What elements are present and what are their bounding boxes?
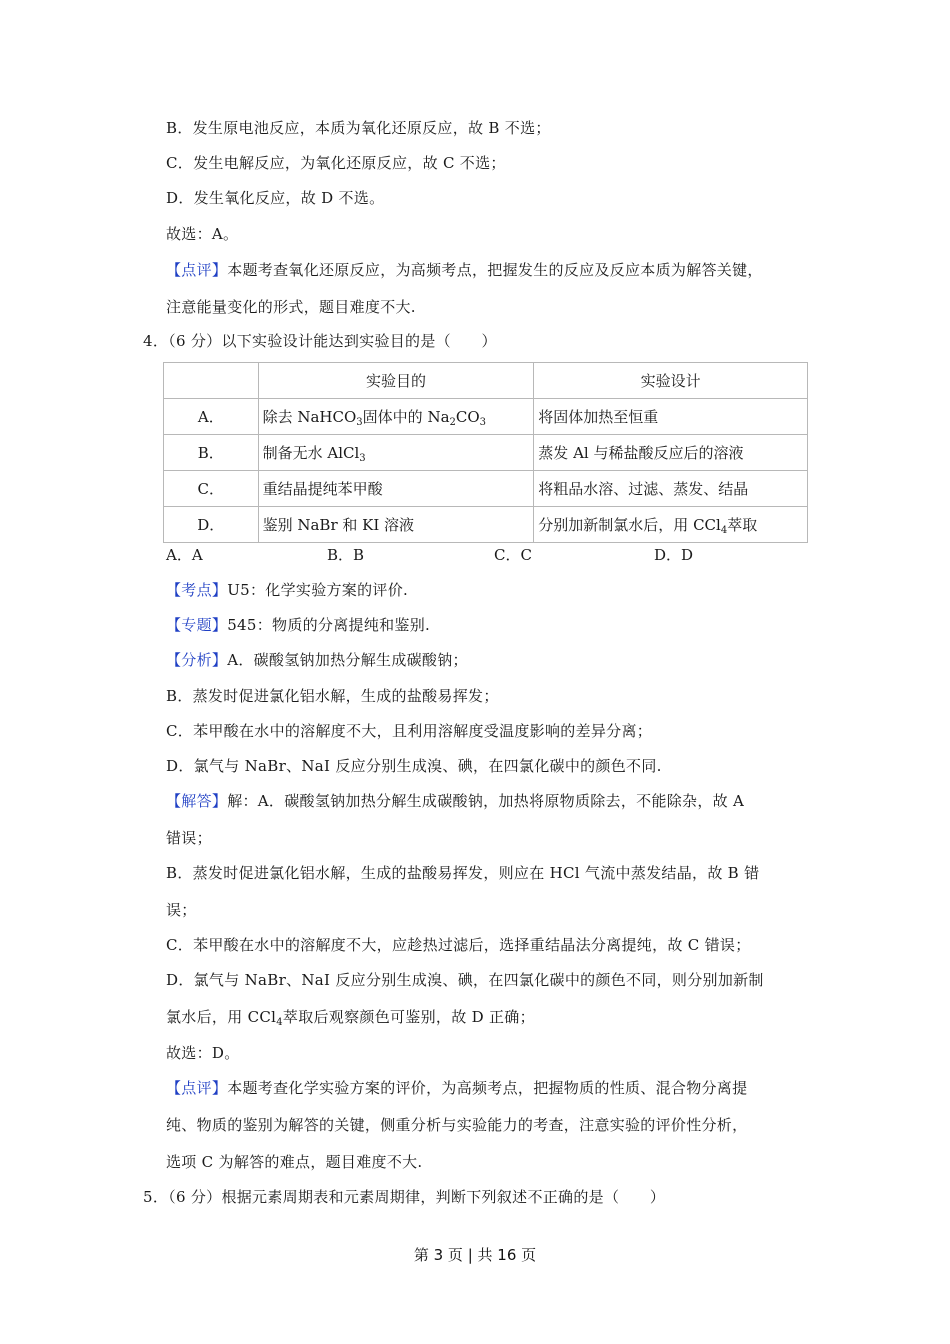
answer-line: 故选：A。 bbox=[166, 225, 239, 243]
table-row bbox=[164, 399, 808, 435]
row-design: 蒸发 Al 与稀盐酸反应后的溶液 bbox=[534, 435, 808, 471]
row-label: B． bbox=[164, 435, 259, 471]
jieda-line-a2: 错误； bbox=[166, 829, 212, 847]
row-label: D． bbox=[164, 507, 259, 543]
dianping-line-3: 选项 C 为解答的难点，题目难度不大. bbox=[166, 1153, 423, 1171]
table-row bbox=[164, 507, 808, 543]
jieda-line-b1: B．蒸发时促进氯化铝水解，生成的盐酸易挥发，则应在 HCl 气流中蒸发结晶，故 B 错 bbox=[166, 864, 760, 882]
fenxi-tag: 【分析】 bbox=[166, 651, 228, 669]
jieda-tag: 【解答】 bbox=[166, 792, 228, 810]
table-header-cell bbox=[164, 363, 259, 399]
row-purpose: 除去 NaHCO$_3$固体中的 $Na_2CO_3$ bbox=[258, 399, 534, 435]
row-label: A． bbox=[164, 399, 259, 435]
dianping-line: 【点评】本题考查化学实验方案的评价，为高频考点，把握物质的性质、混合物分离提 bbox=[166, 1079, 748, 1097]
dianping-line-2: 纯、物质的鉴别为解答的关键，侧重分析与实验能力的考查，注意实验的评价性分析， bbox=[166, 1116, 748, 1134]
table-header-row bbox=[164, 363, 808, 399]
question-stem: 5．（6 分）根据元素周期表和元素周期律，判断下列叙述不正确的是（ ） bbox=[143, 1188, 666, 1206]
jieda-line-c1: C．苯甲酸在水中的溶解度不大，应趁热过滤后，选择重结晶法分离提纯，故 C 错误； bbox=[166, 936, 751, 954]
fenxi-line: 【分析】A．碳酸氢钠加热分解生成碳酸钠； bbox=[166, 651, 468, 669]
page-footer: 第 3 页 | 共 16 页 bbox=[413, 1246, 537, 1264]
jieda-line: 【解答】解：A．碳酸氢钠加热分解生成碳酸钠，加热将原物质除去，不能除杂，故 A bbox=[166, 792, 745, 810]
kaodian-line: 【考点】U5：化学实验方案的评价. bbox=[166, 581, 409, 599]
comment-line-2: 注意能量变化的形式，题目难度不大. bbox=[166, 298, 416, 316]
table-row bbox=[164, 435, 808, 471]
zhuanti-line: 【专题】545：物质的分离提纯和鉴别. bbox=[166, 616, 431, 634]
kaodian-tag: 【考点】 bbox=[166, 581, 228, 599]
explanation-line-c: C．发生电解反应，为氧化还原反应，故 C 不选； bbox=[166, 154, 506, 172]
row-purpose: 重结晶提纯苯甲酸 bbox=[258, 471, 534, 507]
row-purpose: 制备无水 AlCl$_3$ bbox=[258, 435, 534, 471]
comment-text: 本题考查氧化还原反应，为高频考点，把握发生的反应及反应本质为解答关键， bbox=[227, 261, 763, 279]
option-a: A．A bbox=[166, 546, 203, 564]
table-header-cell: 实验设计 bbox=[534, 363, 808, 399]
jieda-line-d2: 氯水后，用 CCl$_4$萃取后观察颜色可鉴别，故 D 正确； bbox=[166, 1008, 535, 1028]
jieda-line-d1: D．氯气与 NaBr、NaI 反应分别生成溴、碘，在四氯化碳中的颜色不同，则分别加新制 bbox=[166, 971, 764, 989]
table-header-cell: 实验目的 bbox=[258, 363, 534, 399]
table-row bbox=[164, 471, 808, 507]
comment-tag: 【点评】 bbox=[166, 261, 228, 279]
row-design: 分别加新制氯水后，用 CCl$_4$萃取 bbox=[534, 507, 808, 543]
row-label: C． bbox=[164, 471, 259, 507]
jieda-line-b2: 误； bbox=[166, 901, 197, 919]
jieda-answer: 故选：D。 bbox=[166, 1044, 240, 1062]
experiment-table bbox=[163, 362, 808, 543]
fenxi-line-b: B．蒸发时促进氯化铝水解，生成的盐酸易挥发； bbox=[166, 687, 499, 705]
row-design: 将粗品水溶、过滤、蒸发、结晶 bbox=[534, 471, 808, 507]
explanation-line-d: D．发生氧化反应，故 D 不选。 bbox=[166, 189, 385, 207]
option-c: C．C bbox=[494, 546, 532, 564]
zhuanti-tag: 【专题】 bbox=[166, 616, 228, 634]
option-b: B．B bbox=[327, 546, 365, 564]
question-stem: 4．（6 分）以下实验设计能达到实验目的是（ ） bbox=[143, 332, 497, 350]
fenxi-line-d: D．氯气与 NaBr、NaI 反应分别生成溴、碘，在四氯化碳中的颜色不同. bbox=[166, 757, 662, 775]
explanation-line-b: B．发生原电池反应，本质为氧化还原反应，故 B 不选； bbox=[166, 119, 551, 137]
dianping-tag: 【点评】 bbox=[166, 1079, 228, 1097]
fenxi-line-c: C．苯甲酸在水中的溶解度不大，且利用溶解度受温度影响的差异分离； bbox=[166, 722, 653, 740]
option-d: D．D bbox=[654, 546, 694, 564]
row-design: 将固体加热至恒重 bbox=[534, 399, 808, 435]
row-purpose: 鉴别 NaBr 和 KI 溶液 bbox=[258, 507, 534, 543]
comment-line bbox=[166, 260, 763, 280]
